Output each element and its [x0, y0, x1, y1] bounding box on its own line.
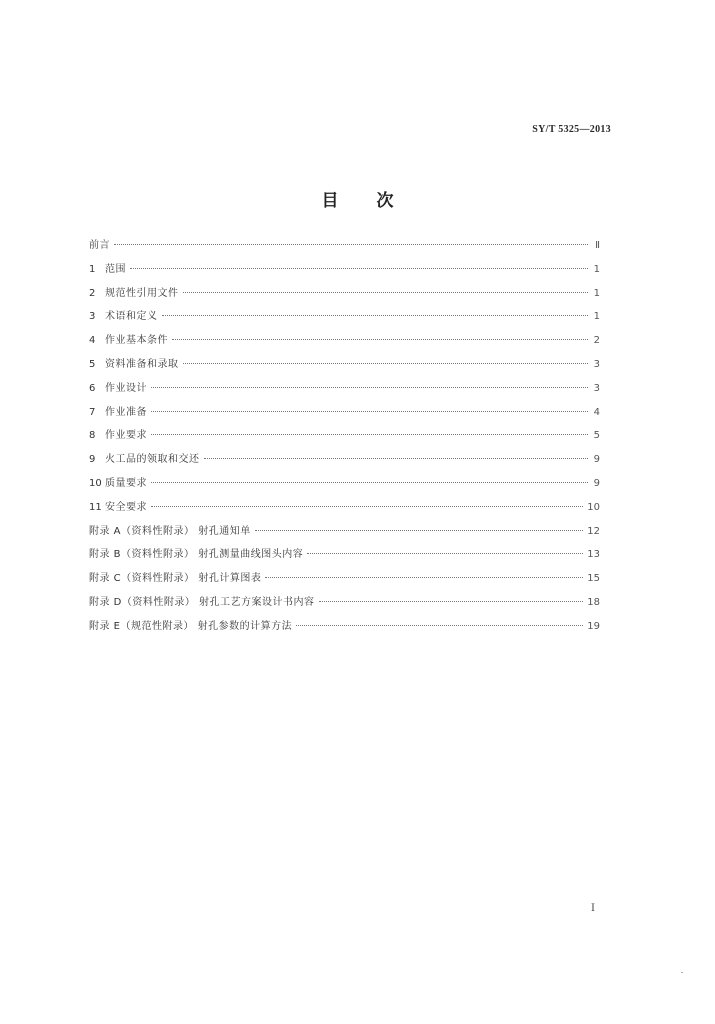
toc-entry[interactable]	[89, 472, 600, 496]
toc-entry[interactable]	[89, 282, 600, 306]
toc-entry-label: 术语和定义	[105, 311, 158, 323]
toc-entry[interactable]	[89, 543, 600, 567]
toc-entry-label: 火工品的领取和交还	[105, 454, 200, 466]
toc-leader-dots	[130, 268, 588, 269]
toc-entry[interactable]	[89, 567, 600, 591]
toc-leader-dots	[265, 577, 583, 578]
toc-entry-label: 附录 E（规范性附录） 射孔参数的计算方法	[89, 620, 293, 632]
toc-entry-label: 附录 D（资料性附录） 射孔工艺方案设计书内容	[89, 596, 315, 608]
toc-leader-dots	[204, 458, 589, 459]
toc-entry-page: 5	[593, 430, 600, 442]
toc-entry-label: 作业要求	[105, 430, 147, 442]
toc-leader-dots	[151, 434, 588, 435]
toc-entry-page: 18	[587, 596, 600, 608]
toc-entry-number: 1	[89, 263, 96, 275]
toc-leader-dots	[162, 315, 589, 316]
toc-entry-label: 附录 C（资料性附录） 射孔计算图表	[89, 573, 262, 585]
toc-leader-dots	[172, 339, 588, 340]
toc-entry-page: 3	[593, 358, 600, 370]
toc-leader-dots	[183, 363, 589, 364]
toc-entry-label: 质量要求	[105, 477, 147, 489]
toc-entry-number: 8	[89, 430, 96, 442]
toc-leader-dots	[114, 244, 588, 245]
toc-list	[89, 234, 600, 639]
toc-entry-number: 5	[89, 358, 96, 370]
toc-title-char-2: 次	[376, 191, 394, 211]
toc-leader-dots	[255, 530, 584, 531]
toc-entry-number: 3	[89, 311, 96, 323]
toc-entry[interactable]	[89, 234, 600, 258]
toc-entry-number: 6	[89, 382, 96, 394]
toc-entry[interactable]	[89, 591, 600, 615]
toc-entry[interactable]	[89, 448, 600, 472]
standard-code: SY/T 5325—2013	[532, 124, 611, 135]
page-number: I	[591, 903, 595, 914]
toc-entry[interactable]	[89, 377, 600, 401]
toc-entry-page: Ⅱ	[595, 240, 600, 251]
toc-entry-label: 规范性引用文件	[105, 287, 179, 299]
toc-leader-dots	[151, 482, 588, 483]
toc-entry-page: 19	[587, 620, 600, 632]
toc-entry-page: 10	[587, 501, 600, 513]
toc-leader-dots	[183, 292, 589, 293]
toc-entry-number: 9	[89, 454, 96, 466]
toc-entry-page: 9	[593, 477, 600, 489]
toc-entry-label: 附录 B（资料性附录） 射孔测量曲线图头内容	[89, 549, 304, 561]
toc-entry-label: 安全要求	[105, 501, 147, 513]
toc-leader-dots	[151, 506, 583, 507]
toc-entry-page: 3	[593, 382, 600, 394]
scan-speck	[681, 972, 683, 973]
toc-entry-number: 7	[89, 406, 96, 418]
toc-entry[interactable]	[89, 401, 600, 425]
toc-leader-dots	[307, 553, 583, 554]
toc-entry[interactable]	[89, 615, 600, 639]
toc-title	[0, 186, 715, 211]
toc-entry-number: 2	[89, 287, 96, 299]
toc-entry-number: 4	[89, 335, 96, 347]
toc-entry-page: 1	[593, 263, 600, 275]
toc-entry-label: 作业设计	[105, 382, 147, 394]
toc-leader-dots	[319, 601, 584, 602]
toc-entry-label: 范围	[105, 263, 126, 275]
toc-entry-page: 13	[587, 549, 600, 561]
toc-entry-page: 9	[593, 454, 600, 466]
toc-entry-number: 10	[89, 477, 102, 489]
toc-entry[interactable]	[89, 258, 600, 282]
toc-entry[interactable]	[89, 424, 600, 448]
toc-entry-page: 1	[593, 311, 600, 323]
toc-entry-page: 4	[593, 406, 600, 418]
toc-entry-page: 12	[587, 525, 600, 537]
toc-entry-label: 前言	[89, 240, 110, 251]
toc-leader-dots	[151, 411, 588, 412]
toc-entry-page: 2	[593, 335, 600, 347]
toc-leader-dots	[296, 625, 583, 626]
toc-entry[interactable]	[89, 496, 600, 520]
toc-entry[interactable]	[89, 305, 600, 329]
toc-title-char-1: 目	[321, 191, 339, 211]
toc-entry-label: 作业基本条件	[105, 335, 168, 347]
toc-entry[interactable]	[89, 353, 600, 377]
toc-entry-label: 附录 A（资料性附录） 射孔通知单	[89, 525, 251, 537]
toc-leader-dots	[151, 387, 588, 388]
toc-entry[interactable]	[89, 329, 600, 353]
toc-entry-page: 15	[587, 573, 600, 585]
toc-entry-label: 作业准备	[105, 406, 147, 418]
toc-entry-label: 资料准备和录取	[105, 358, 179, 370]
toc-entry-number: 11	[89, 501, 102, 513]
toc-entry[interactable]	[89, 520, 600, 544]
toc-entry-page: 1	[593, 287, 600, 299]
